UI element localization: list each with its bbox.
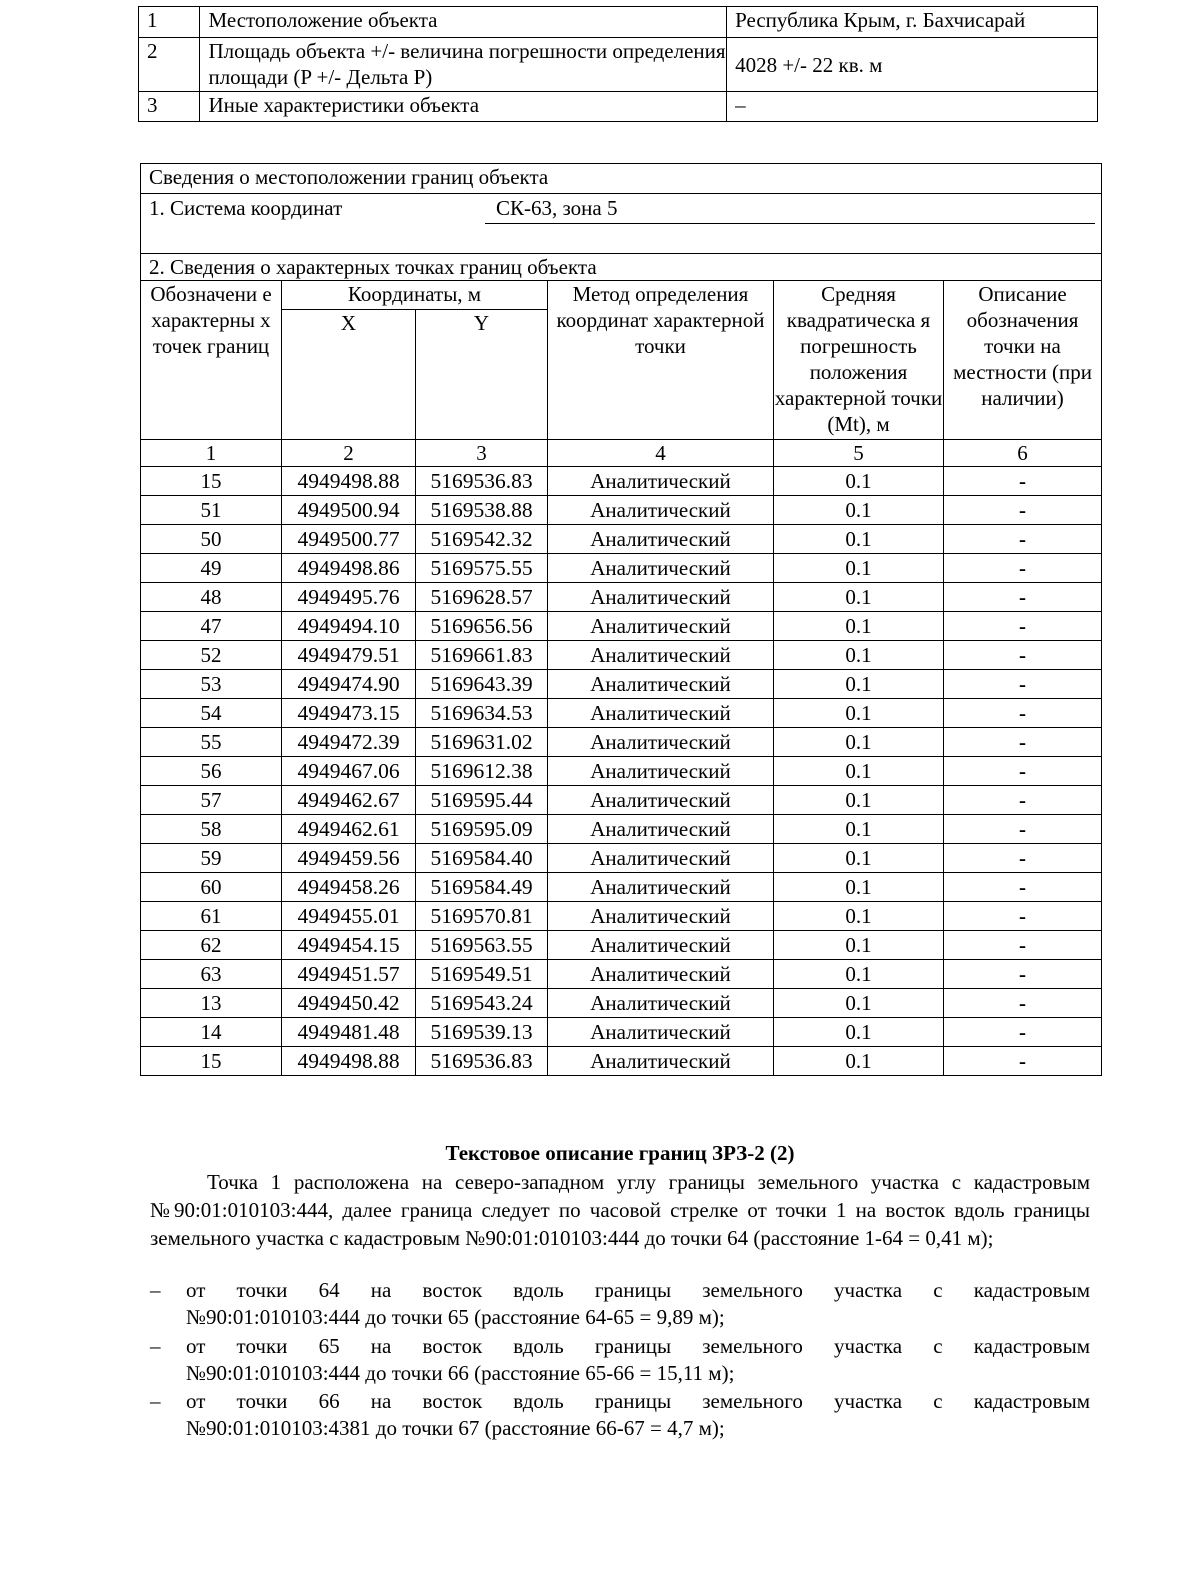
points-title-row <box>141 254 1102 281</box>
description: - <box>944 1047 1102 1076</box>
coord-y: 5169661.83 <box>416 641 548 670</box>
coord-x: 4949498.88 <box>282 467 416 496</box>
point-designation: 52 <box>141 641 282 670</box>
table-row <box>141 670 1102 699</box>
coord-x: 4949479.51 <box>282 641 416 670</box>
header-error: Средняя квадратическа я погрешность положения характерной точки (Mt), м <box>774 281 944 440</box>
method: Аналитический <box>548 844 774 873</box>
method: Аналитический <box>548 931 774 960</box>
table-title: Сведения о местоположении границ объекта <box>141 164 1102 194</box>
row-number: 3 <box>139 92 200 122</box>
row-number: 2 <box>139 38 200 92</box>
row-value: Республика Крым, г. Бахчисарай <box>727 7 1098 38</box>
coord-y: 5169575.55 <box>416 554 548 583</box>
table-row <box>141 757 1102 786</box>
description: - <box>944 757 1102 786</box>
coord-system-label: 1. Система координат <box>149 196 343 220</box>
column-number: 1 <box>141 440 282 467</box>
coord-x: 4949451.57 <box>282 960 416 989</box>
description: - <box>944 873 1102 902</box>
description: - <box>944 728 1102 757</box>
object-info-row <box>139 92 1098 122</box>
coord-x: 4949472.39 <box>282 728 416 757</box>
intro-paragraph: Точка 1 расположена на северо-западном углу границы земельного участка с кадастровым №90:01:010103:444, далее граница следует по часовой стрелке от точки 1 на восток вдоль границы земельного участка с кадастровым №90:01:010103:444 до точки 64 (расстояние 1-64 = 0,41 м); <box>150 1170 1090 1250</box>
method: Аналитический <box>548 612 774 641</box>
coord-y: 5169542.32 <box>416 525 548 554</box>
list-dash: – <box>150 1389 161 1413</box>
column-number-row <box>141 440 1102 467</box>
object-info-row <box>139 38 1098 92</box>
mean-error: 0.1 <box>774 728 944 757</box>
points-title: 2. Сведения о характерных точках границ объекта <box>141 254 1102 281</box>
method: Аналитический <box>548 960 774 989</box>
header-row <box>141 281 1102 310</box>
description: - <box>944 844 1102 873</box>
row-number: 1 <box>139 7 200 38</box>
method: Аналитический <box>548 641 774 670</box>
table-row <box>141 641 1102 670</box>
description: - <box>944 583 1102 612</box>
coord-y: 5169536.83 <box>416 467 548 496</box>
mean-error: 0.1 <box>774 931 944 960</box>
point-designation: 56 <box>141 757 282 786</box>
point-designation: 63 <box>141 960 282 989</box>
list-item-line2: №90:01:010103:4381 до точки 67 (расстояние 66-67 = 4,7 м); <box>186 1416 725 1440</box>
point-designation: 51 <box>141 496 282 525</box>
table-row <box>141 612 1102 641</box>
mean-error: 0.1 <box>774 815 944 844</box>
point-designation: 57 <box>141 786 282 815</box>
table-row <box>141 1018 1102 1047</box>
coord-y: 5169563.55 <box>416 931 548 960</box>
description: - <box>944 554 1102 583</box>
table-row <box>141 728 1102 757</box>
method: Аналитический <box>548 583 774 612</box>
mean-error: 0.1 <box>774 583 944 612</box>
coord-x: 4949495.76 <box>282 583 416 612</box>
method: Аналитический <box>548 989 774 1018</box>
table-row <box>141 467 1102 496</box>
table-row <box>141 815 1102 844</box>
description: - <box>944 902 1102 931</box>
point-designation: 59 <box>141 844 282 873</box>
method: Аналитический <box>548 815 774 844</box>
point-designation: 49 <box>141 554 282 583</box>
coord-x: 4949474.90 <box>282 670 416 699</box>
point-designation: 48 <box>141 583 282 612</box>
mean-error: 0.1 <box>774 786 944 815</box>
column-number: 6 <box>944 440 1102 467</box>
row-value: – <box>727 92 1098 122</box>
point-designation: 15 <box>141 1047 282 1076</box>
description: - <box>944 699 1102 728</box>
description: - <box>944 641 1102 670</box>
mean-error: 0.1 <box>774 467 944 496</box>
coord-y: 5169595.09 <box>416 815 548 844</box>
coord-y: 5169634.53 <box>416 699 548 728</box>
list-item-line1: от точки 66 на восток вдоль границы земельного участка с кадастровым <box>186 1389 1090 1413</box>
coord-x: 4949500.77 <box>282 525 416 554</box>
mean-error: 0.1 <box>774 670 944 699</box>
object-info-table <box>138 6 1098 122</box>
method: Аналитический <box>548 757 774 786</box>
method: Аналитический <box>548 496 774 525</box>
point-designation: 47 <box>141 612 282 641</box>
description: - <box>944 786 1102 815</box>
description: - <box>944 612 1102 641</box>
coord-x: 4949459.56 <box>282 844 416 873</box>
coord-y: 5169549.51 <box>416 960 548 989</box>
coord-y: 5169536.83 <box>416 1047 548 1076</box>
mean-error: 0.1 <box>774 525 944 554</box>
point-designation: 50 <box>141 525 282 554</box>
list-dash: – <box>150 1334 161 1358</box>
table-row <box>141 989 1102 1018</box>
point-designation: 58 <box>141 815 282 844</box>
method: Аналитический <box>548 902 774 931</box>
table-row <box>141 873 1102 902</box>
column-number: 2 <box>282 440 416 467</box>
coord-x: 4949500.94 <box>282 496 416 525</box>
method: Аналитический <box>548 786 774 815</box>
method: Аналитический <box>548 699 774 728</box>
coord-y: 5169612.38 <box>416 757 548 786</box>
coord-y: 5169595.44 <box>416 786 548 815</box>
list-item <box>150 1333 1090 1387</box>
mean-error: 0.1 <box>774 1047 944 1076</box>
method: Аналитический <box>548 1047 774 1076</box>
point-designation: 15 <box>141 467 282 496</box>
row-label: Местоположение объекта <box>200 7 727 38</box>
coord-system-underline <box>485 223 1095 224</box>
coord-x: 4949455.01 <box>282 902 416 931</box>
mean-error: 0.1 <box>774 1018 944 1047</box>
coord-x: 4949481.48 <box>282 1018 416 1047</box>
coord-x: 4949462.61 <box>282 815 416 844</box>
mean-error: 0.1 <box>774 960 944 989</box>
table-row <box>141 844 1102 873</box>
section-heading: Текстовое описание границ ЗРЗ-2 (2) <box>445 1141 795 1165</box>
table-row <box>141 583 1102 612</box>
list-item-line1: от точки 64 на восток вдоль границы земельного участка с кадастровым <box>186 1278 1090 1302</box>
point-designation: 60 <box>141 873 282 902</box>
coord-x: 4949473.15 <box>282 699 416 728</box>
mean-error: 0.1 <box>774 989 944 1018</box>
description: - <box>944 670 1102 699</box>
description: - <box>944 1018 1102 1047</box>
method: Аналитический <box>548 1018 774 1047</box>
column-number: 4 <box>548 440 774 467</box>
table-row <box>141 554 1102 583</box>
list-item-line2: №90:01:010103:444 до точки 66 (расстояние 65-66 = 15,11 м); <box>186 1361 735 1385</box>
object-info-row <box>139 7 1098 38</box>
description: - <box>944 815 1102 844</box>
mean-error: 0.1 <box>774 844 944 873</box>
coord-y: 5169643.39 <box>416 670 548 699</box>
table-row <box>141 699 1102 728</box>
coord-y: 5169584.49 <box>416 873 548 902</box>
table-row <box>141 496 1102 525</box>
coord-y: 5169570.81 <box>416 902 548 931</box>
list-item <box>150 1277 1090 1331</box>
mean-error: 0.1 <box>774 554 944 583</box>
coord-y: 5169538.88 <box>416 496 548 525</box>
description: - <box>944 525 1102 554</box>
coord-system-row <box>141 194 1102 224</box>
header-y: Y <box>416 310 548 440</box>
boundary-points-table <box>140 163 1102 1076</box>
header-method: Метод определения координат характерной точки <box>548 281 774 440</box>
mean-error: 0.1 <box>774 496 944 525</box>
mean-error: 0.1 <box>774 873 944 902</box>
description: - <box>944 989 1102 1018</box>
column-number: 3 <box>416 440 548 467</box>
point-designation: 13 <box>141 989 282 1018</box>
coord-x: 4949450.42 <box>282 989 416 1018</box>
coord-x: 4949454.15 <box>282 931 416 960</box>
method: Аналитический <box>548 873 774 902</box>
coord-y: 5169543.24 <box>416 989 548 1018</box>
column-number: 5 <box>774 440 944 467</box>
point-designation: 61 <box>141 902 282 931</box>
mean-error: 0.1 <box>774 641 944 670</box>
coord-x: 4949498.86 <box>282 554 416 583</box>
coord-y: 5169539.13 <box>416 1018 548 1047</box>
blank-row <box>141 224 1102 254</box>
list-item-line1: от точки 65 на восток вдоль границы земельного участка с кадастровым <box>186 1334 1090 1358</box>
coord-x: 4949494.10 <box>282 612 416 641</box>
method: Аналитический <box>548 728 774 757</box>
coord-x: 4949498.88 <box>282 1047 416 1076</box>
list-dash: – <box>150 1278 161 1302</box>
coord-system-cell <box>141 194 1102 224</box>
mean-error: 0.1 <box>774 757 944 786</box>
point-designation: 54 <box>141 699 282 728</box>
description: - <box>944 467 1102 496</box>
table-row <box>141 1047 1102 1076</box>
header-description: Описание обозначения точки на местности (при наличии) <box>944 281 1102 440</box>
coord-x: 4949462.67 <box>282 786 416 815</box>
description: - <box>944 960 1102 989</box>
point-rows <box>141 467 1102 1076</box>
mean-error: 0.1 <box>774 612 944 641</box>
description: - <box>944 496 1102 525</box>
coord-y: 5169656.56 <box>416 612 548 641</box>
table-row <box>141 525 1102 554</box>
table-row <box>141 960 1102 989</box>
point-designation: 14 <box>141 1018 282 1047</box>
coord-y: 5169584.40 <box>416 844 548 873</box>
table-title-row <box>141 164 1102 194</box>
list-item-line2: №90:01:010103:444 до точки 65 (расстояние 64-65 = 9,89 м); <box>186 1305 725 1329</box>
mean-error: 0.1 <box>774 902 944 931</box>
header-coords: Координаты, м <box>282 281 548 310</box>
list-item <box>150 1388 1090 1442</box>
table-row <box>141 931 1102 960</box>
row-label: Площадь объекта +/- величина погрешности определения площади (P +/- Дельта P) <box>200 38 727 92</box>
method: Аналитический <box>548 554 774 583</box>
table-row <box>141 902 1102 931</box>
header-x: X <box>282 310 416 440</box>
coord-x: 4949467.06 <box>282 757 416 786</box>
coord-x: 4949458.26 <box>282 873 416 902</box>
coord-y: 5169631.02 <box>416 728 548 757</box>
point-designation: 55 <box>141 728 282 757</box>
blank-cell <box>141 224 1102 254</box>
point-designation: 53 <box>141 670 282 699</box>
table-row <box>141 786 1102 815</box>
point-designation: 62 <box>141 931 282 960</box>
coord-y: 5169628.57 <box>416 583 548 612</box>
header-designation: Обозначени е характерны х точек границ <box>141 281 282 440</box>
row-label: Иные характеристики объекта <box>200 92 727 122</box>
coord-system-value: СК-63, зона 5 <box>496 196 618 220</box>
method: Аналитический <box>548 525 774 554</box>
mean-error: 0.1 <box>774 699 944 728</box>
method: Аналитический <box>548 467 774 496</box>
method: Аналитический <box>548 670 774 699</box>
description: - <box>944 931 1102 960</box>
row-value: 4028 +/- 22 кв. м <box>727 38 1098 92</box>
